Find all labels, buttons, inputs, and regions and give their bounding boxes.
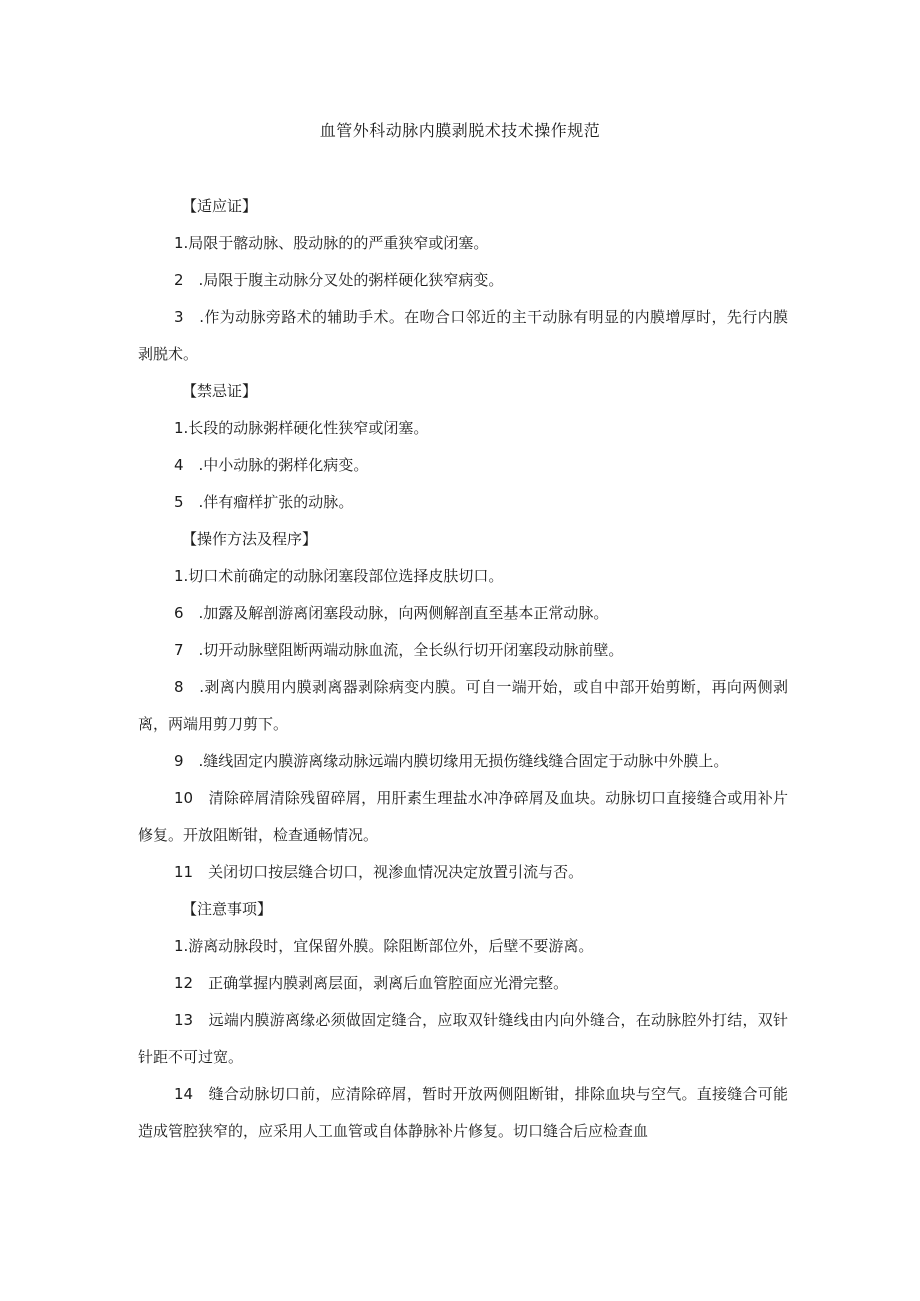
paragraph: 10 清除碎屑清除残留碎屑，用肝素生理盐水冲净碎屑及血块。动脉切口直接缝合或用补片修复。开放阻断钳，检查通畅情况。 [138,789,788,844]
paragraph: 11 关闭切口按层缝合切口，视渗血情况决定放置引流与否。 [174,863,584,881]
paragraph: 9 .缝线固定内膜游离缘动脉远端内膜切缘用无损伤缝线缝合固定于动脉中外膜上。 [174,752,729,770]
document-title: 血管外科动脉内膜剥脱术技术操作规范 [319,121,601,140]
paragraph: 1.长段的动脉粥样硬化性狭窄或闭塞。 [174,419,429,437]
paragraph: 5 .伴有瘤样扩张的动脉。 [174,493,354,511]
document-body [138,188,788,1150]
paragraph: 14 缝合动脉切口前，应清除碎屑，暂时开放两侧阻断钳，排除血块与空气。直接缝合可能造成管腔狭窄的，应采用人工血管或自体静脉补片修复。切口缝合后应检查血 [138,1085,788,1140]
paragraph: 1.切口术前确定的动脉闭塞段部位选择皮肤切口。 [174,567,504,585]
paragraph: 1.局限于髂动脉、股动脉的的严重狭窄或闭塞。 [174,234,489,252]
section-heading-indications: 【适应证】 [182,197,258,215]
paragraph: 13 远端内膜游离缘必须做固定缝合，应取双针缝线由内向外缝合，在动脉腔外打结，双针针距不可过宽。 [138,1011,788,1066]
paragraph: 1.游离动脉段时，宜保留外膜。除阻断部位外，后壁不要游离。 [174,937,594,955]
paragraph: 8 .剥离内膜用内膜剥离器剥除病变内膜。可自一端开始，或自中部开始剪断，再向两侧剥离，两端用剪刀剪下。 [138,678,788,733]
paragraph: 6 .加露及解剖游离闭塞段动脉，向两侧解剖直至基本正常动脉。 [174,604,609,622]
paragraph: 7 .切开动脉壁阻断两端动脉血流，全长纵行切开闭塞段动脉前壁。 [174,641,624,659]
paragraph: 12 正确掌握内膜剥离层面，剥离后血管腔面应光滑完整。 [174,974,569,992]
paragraph: 3 .作为动脉旁路术的辅助手术。在吻合口邻近的主干动脉有明显的内膜增厚时，先行内膜剥脱术。 [138,308,788,363]
section-heading-notes: 【注意事项】 [182,900,273,918]
paragraph: 2 .局限于腹主动脉分叉处的粥样硬化狭窄病变。 [174,271,504,289]
paragraph: 4 .中小动脉的粥样化病变。 [174,456,369,474]
section-heading-procedure: 【操作方法及程序】 [182,530,318,548]
section-heading-contraindications: 【禁忌证】 [182,382,258,400]
